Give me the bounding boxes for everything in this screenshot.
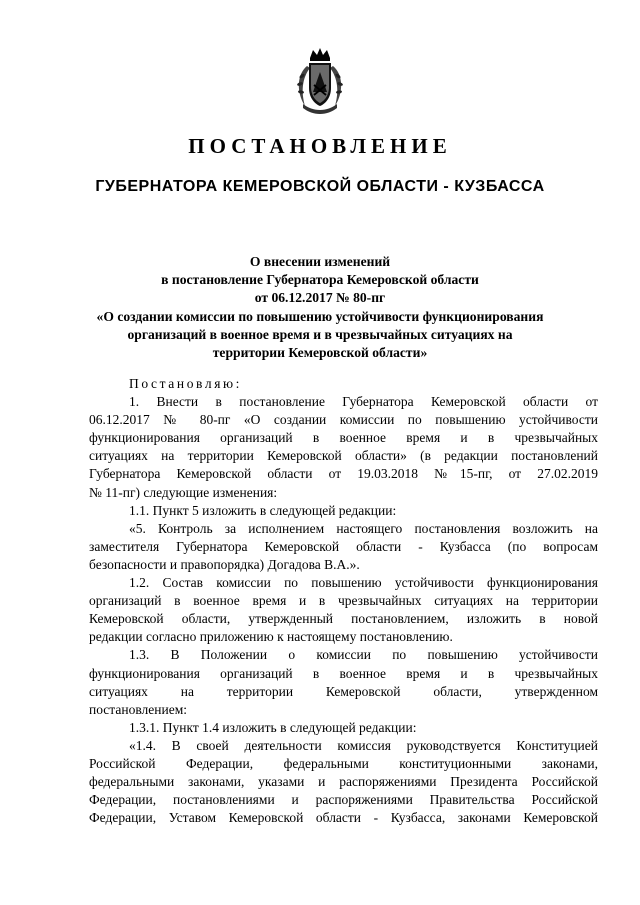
heading-line: от 06.12.2017 № 80-пг [254, 290, 386, 306]
document-title: ПОСТАНОВЛЕНИЕ [188, 134, 452, 158]
text-line: постановлением: [89, 701, 187, 717]
paragraph-1-1-text [89, 520, 598, 574]
paragraph-1-3 [89, 646, 598, 718]
text-line: функционирования организаций в военное время и в чрезвычайных [89, 665, 598, 681]
text-line: Российской Федерации, федеральными конституционными законами, [89, 755, 598, 771]
text-line: редакции согласно приложению к настоящему постановлению. [89, 629, 453, 645]
document-subtitle: ГУБЕРНАТОРА КЕМЕРОВСКОЙ ОБЛАСТИ - КУЗБАССА [95, 178, 545, 195]
decree-word: Постановляю: [129, 376, 243, 391]
paragraph-1-3-1: 1.3.1. Пункт 1.4 изложить в следующей редакции: [129, 719, 417, 735]
text-line: «5. Контроль за исполнением настоящего постановления возложить на [129, 520, 598, 536]
text-line: организаций в военное время и в чрезвычайных ситуациях на территории [89, 593, 598, 609]
text-line: заместителя Губернатора Кемеровской области - Кузбасса (по вопросам [89, 538, 598, 554]
heading-line: «О создании комиссии по повышению устойчивости функционирования [96, 308, 544, 324]
text-line: Федерации, постановлениями и распоряжениями Правительства Российской [89, 792, 598, 808]
paragraph-1 [89, 393, 598, 502]
text-line: 06.12.2017 № 80-пг «О создании комиссии по повышению устойчивости [89, 412, 598, 428]
text-line: «1.4. В своей деятельности комиссия руководствуется Конституцией [129, 737, 598, 753]
heading-line: территории Кемеровской области» [212, 345, 428, 361]
document-body [89, 375, 598, 827]
heading-line: в постановление Губернатора Кемеровской области [161, 272, 479, 288]
text-line: Кемеровской области, утвержденный постановлением, изложить в новой [89, 611, 598, 627]
text-line: 1.3. В Положении о комиссии по повышению устойчивости [129, 647, 598, 663]
text-line: 1.2. Состав комиссии по повышению устойчивости функционирования [129, 575, 598, 591]
text-line: № 11-пг) следующие изменения: [89, 484, 278, 500]
text-line: ситуациях на территории Кемеровской области» (в редакции постановлений [89, 448, 598, 464]
heading-line: организаций в военное время и в чрезвычайных ситуациях на [127, 326, 513, 342]
heading-line: О внесении изменений [249, 254, 391, 269]
text-line: ситуациях на территории Кемеровской области, утвержденном [89, 683, 598, 699]
text-line: федеральными законами, указами и распоряжениями Президента Российской [89, 774, 598, 790]
text-line: Федерации, Уставом Кемеровской области - Кузбасса, законами Кемеровской [89, 810, 598, 826]
paragraph-1-4 [89, 737, 598, 827]
text-line: функционирования организаций в военное время и в чрезвычайных [89, 430, 598, 446]
text-line: Губернатора Кемеровской области от 19.03.2018 №15-пг, от 27.02.2019 [89, 466, 598, 482]
paragraph-1-1: 1.1. Пункт 5 изложить в следующей редакции: [129, 502, 397, 518]
text-line: 1. Внести в постановление Губернатора Кемеровской области от [129, 394, 598, 410]
decree-heading [80, 253, 560, 362]
paragraph-1-2 [89, 574, 598, 646]
kemerovo-coat-of-arms-icon [293, 48, 347, 118]
text-line: безопасности и правопорядка) Догадова В.А.». [89, 556, 360, 572]
